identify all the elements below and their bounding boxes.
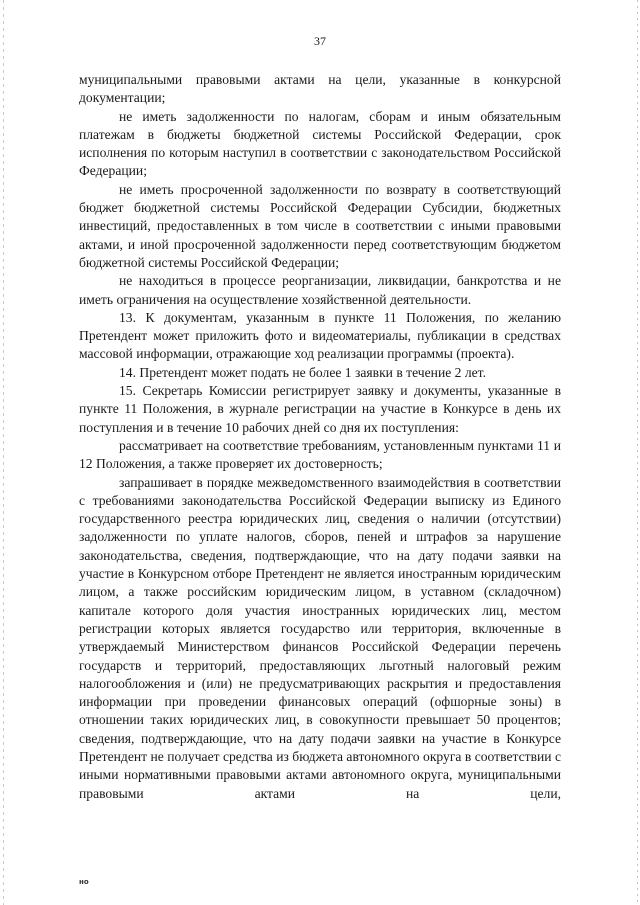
paragraph-no-tax-debt: не иметь задолженности по налогам, сборам и иным обязательным платежам в бюджеты бюджетной системы Российской Федерации, срок исполнения по которым наступил в соответствии с законодательством Российской Федерации; — [79, 108, 561, 179]
paragraph-reviews: рассматривает на соответствие требованиям, установленным пунктами 11 и 12 Положения, а также проверяет их достоверность; — [79, 437, 561, 472]
paragraph-continuation: муниципальными правовыми актами на цели, указанные в конкурсной документации; — [79, 72, 561, 106]
paragraph-item-14: 14. Претендент может подать не более 1 заявки в течение 2 лет. — [119, 364, 486, 380]
scan-edge-left — [3, 0, 4, 905]
paragraph-no-reorganization: не находиться в процессе реорганизации, ликвидации, банкротства и не иметь ограничения на осуществление хозяйственной деятельности. — [79, 273, 561, 307]
footer-mark: но — [79, 878, 89, 886]
scan-edge-right — [637, 0, 638, 905]
page-number: 37 — [314, 34, 326, 48]
document-body — [79, 71, 561, 803]
paragraph-requests: запрашивает в порядке межведомственного взаимодействия в соответствии с требованиями законодательства Российской Федерации выписку из Единого государственного реестра юридических лиц, сведения о наличии (отсутствии) задолженности по уплате налогов, сборов, пеней и штрафов за нарушение законодательства, сведения, подтверждающие, что на дату подачи заявки на участие в Конкурсном отборе Претендент не является иностранным юридическим лицом, а также российским юридическим лицом, в уставном (складочном) капитале которого доля участия иностранных юридических лиц, местом регистрации которых является государство или территория, включенные в утверждаемый Министерством финансов Российской Федерации перечень государств и территорий, предоставляющих льготный налоговый режим налогообложения и (или) не предусматривающих раскрытия и предоставления информации при проведении финансовых операций (офшорные зоны) в отношении таких юридических лиц, в совокупности превышает 50 процентов; сведения, подтверждающие, что на дату подачи заявки на участие в Конкурсе Претендент не получает средства из бюджета автономного округа в соответствии с иными нормативными правовыми актами автономного округа, муниципальными правовыми актами на цели, — [79, 474, 561, 801]
paragraph-item-13: 13. К документам, указанным в пункте 11 Положения, по желанию Претендент может приложить фото и видеоматериалы, публикации в средствах массовой информации, отражающие ход реализации программы (проекта). — [79, 309, 561, 362]
paragraph-item-15: 15. Секретарь Комиссии регистрирует заявку и документы, указанные в пункте 11 Положения, в журнале регистрации на участие в Конкурсе в день их поступления и в течение 10 рабочих дней со дня их поступления: — [79, 383, 561, 435]
paragraph-no-overdue-debt: не иметь просроченной задолженности по возврату в соответствующий бюджет бюджетной системы Российской Федерации Субсидии, бюджетных инвестиций, предоставленных в том числе в соответствии с иными правовыми актами, и иной просроченной задолженности перед соответствующим бюджетом бюджетной системы Российской Федерации; — [79, 181, 561, 270]
